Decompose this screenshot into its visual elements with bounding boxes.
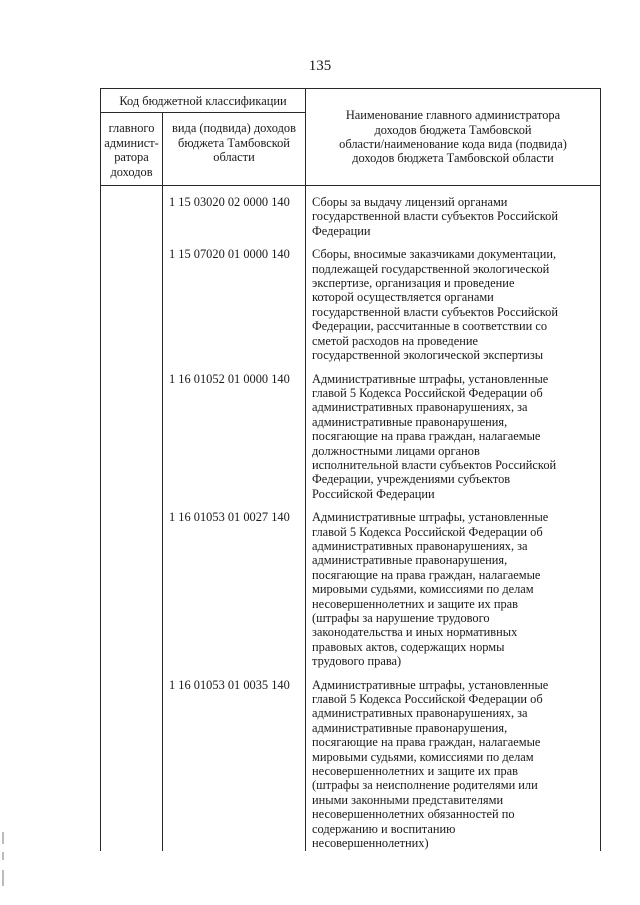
income-name-line: государственной власти субъектов Российской [312,209,559,224]
header-income-type [163,113,306,186]
income-name-line: посягающие на права граждан, налагаемые [312,429,541,444]
income-name-line: должностными лицами органов [312,443,480,458]
header-name-line: области/наименование кода вида (подвида) [339,137,567,152]
table-body [101,186,601,851]
header-admin-line: админист- [104,135,159,150]
header-admin-line: доходов [110,164,153,179]
income-code-cell: 1 16 01053 01 0027 140 [163,501,306,668]
income-name-line: которой осуществляется органами [312,290,494,305]
income-name-line: правовых актов, содержащих нормы [312,639,505,654]
income-name-line: сметой расходов на проведение [312,333,478,348]
income-name-line: мировыми судьями, комиссиями по делам [312,582,534,597]
income-name-line: мировыми судьями, комиссиями по делам [312,749,534,764]
table-row [101,669,601,851]
header-administrator-name [306,89,601,186]
budget-classification-table [100,88,601,851]
income-name-line: Федерации, учреждениями субъектов [312,472,511,487]
income-name-line: Сборы, вносимые заказчиками документации, [312,247,557,262]
income-name-line: законодательства и иных нормативных [312,625,518,640]
income-name-line: государственной власти субъектов Российской [312,304,559,319]
income-code-cell: 1 15 03020 02 0000 140 [163,186,306,239]
header-code-line: вида (подвида) доходов [172,121,296,136]
income-name-line: административных правонарушениях, за [312,400,528,415]
header-main-administrator [101,113,163,186]
income-code-cell: 1 15 07020 01 0000 140 [163,238,306,362]
income-name-line: Российской Федерации [312,486,435,501]
admin-code-cell [101,669,163,851]
income-name-cell [306,186,601,239]
income-name-cell [306,238,601,362]
page-number: 135 [308,58,332,74]
income-name-cell [306,363,601,502]
header-name-line: Наименование главного администратора [345,108,561,123]
income-name-cell [306,501,601,668]
income-name-line: административные правонарушения, [312,553,508,568]
income-name-line: Административные штрафы, установленные [312,371,549,386]
income-name-line: посягающие на права граждан, налагаемые [312,735,541,750]
income-name-line: несовершеннолетних) [312,836,429,851]
income-name-line: экспертизе, организация и проведение [312,276,515,291]
income-name-line: иными законными представителями [312,792,504,807]
income-name-line: административные правонарушения, [312,720,508,735]
table-row [101,186,601,239]
income-name-line: государственной экологической экспертизы [312,348,544,363]
table-row [101,238,601,362]
admin-code-cell [101,186,163,239]
header-name-line: доходов бюджета Тамбовской области [352,151,554,166]
income-name-line: исполнительной власти субъектов Российской [312,457,557,472]
header-name-line: доходов бюджета Тамбовской [374,122,532,137]
income-name-line: Сборы за выдачу лицензий органами [312,195,508,210]
admin-code-cell [101,501,163,668]
income-name-line: административные правонарушения, [312,414,508,429]
income-name-line: трудового права) [312,654,402,669]
income-code-cell: 1 16 01052 01 0000 140 [163,363,306,502]
income-name-line: главой 5 Кодекса Российской Федерации об [312,524,543,539]
table-row [101,363,601,502]
header-code-line: бюджета Тамбовской [178,135,290,150]
income-name-line: Административные штрафы, установленные [312,677,549,692]
income-name-line: содержанию и воспитанию [312,821,456,836]
table-header-group-row [101,89,601,113]
header-code-line: области [213,150,255,165]
income-name-line: посягающие на права граждан, налагаемые [312,567,541,582]
income-name-line: главой 5 Кодекса Российской Федерации об [312,385,543,400]
scan-margin-marks [0,830,10,900]
admin-code-cell [101,363,163,502]
header-budget-classification-code: Код бюджетной классификации [101,89,306,113]
admin-code-cell [101,238,163,362]
income-name-line: административных правонарушениях, за [312,706,528,721]
income-name-line: несовершеннолетних обязанностей по [312,807,515,822]
income-name-line: (штрафы за неисполнение родителями или [312,778,538,793]
income-name-line: подлежащей государственной экологической [312,261,550,276]
income-name-line: несовершеннолетних и защите их прав [312,596,519,611]
income-name-line: Административные штрафы, установленные [312,510,549,525]
income-name-cell [306,669,601,851]
header-admin-line: главного [108,121,155,136]
income-name-line: Федерации [312,223,371,238]
income-code-cell: 1 16 01053 01 0035 140 [163,669,306,851]
income-name-line: несовершеннолетних и защите их прав [312,764,519,779]
table-row [101,501,601,668]
income-name-line: Федерации, рассчитанные в соответствии со [312,319,548,334]
income-name-line: главой 5 Кодекса Российской Федерации об [312,692,543,707]
header-admin-line: ратора [114,150,149,165]
income-name-line: (штрафы за нарушение трудового [312,611,490,625]
income-name-line: административных правонарушениях, за [312,538,528,553]
